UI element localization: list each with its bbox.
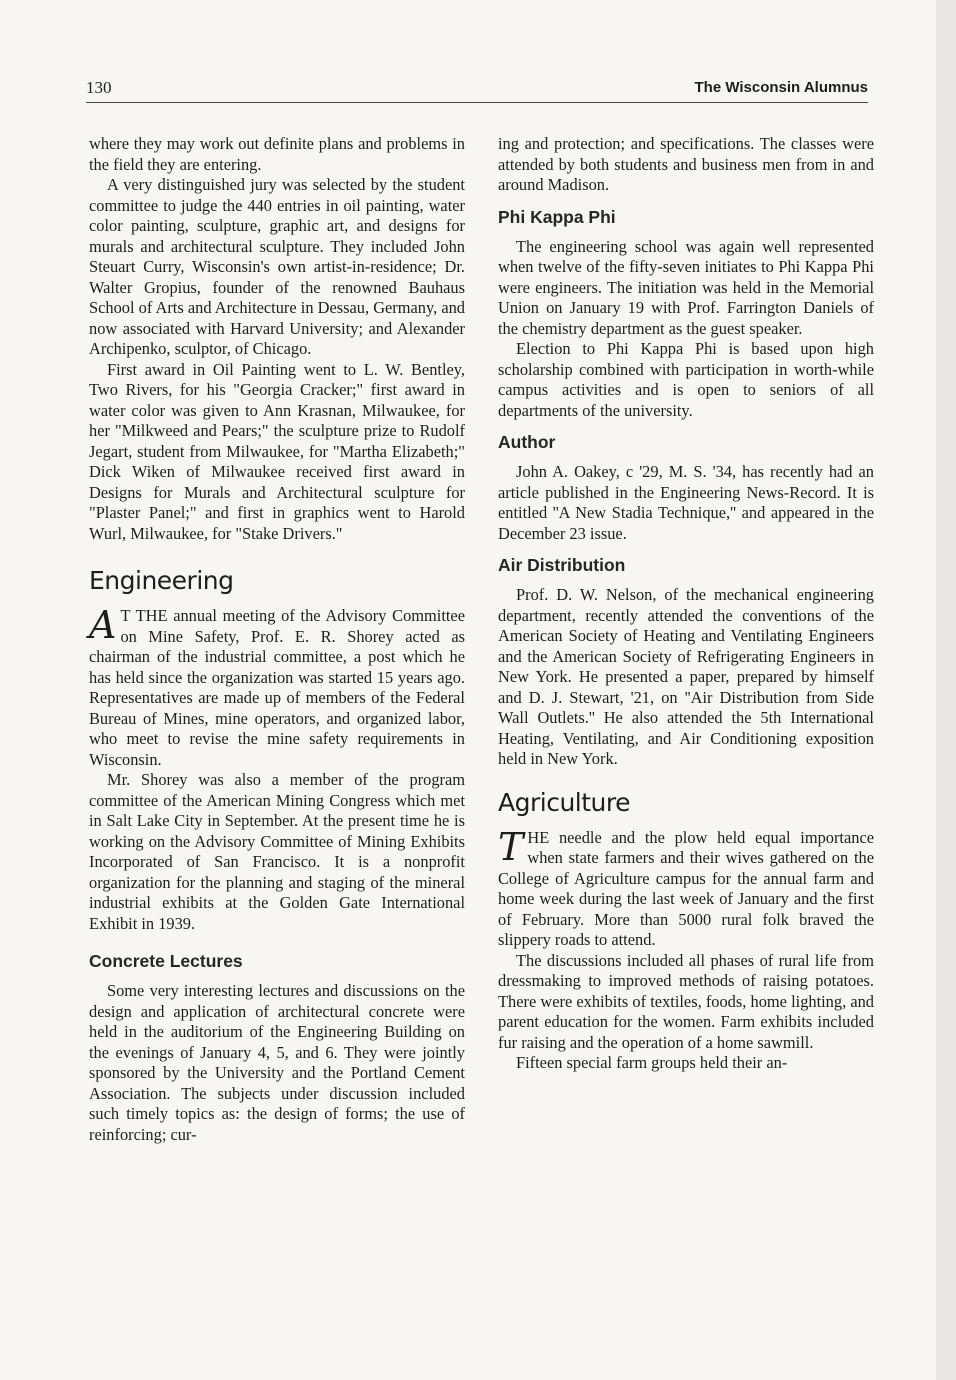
paragraph: First award in Oil Painting went to L. W. Bentley, Two Rivers, for his "Georgia Cracker;" first award in water color was given to Ann Krasnan, Milwaukee, for her "Milkweed and Pears;" the sculpture prize to Rudolf Jegart, student from Milwaukee, for "Martha Elizabeth;" Dick Wiken of Milwaukee received first award in Designs for Murals and Architectural sculpture for "Plaster Panel;" and first in graphics went to Harold Wurl, Milwaukee, for "Stake Drivers." — [89, 359, 465, 543]
section-heading-engineering: Engineering — [89, 566, 234, 595]
paragraph: Fifteen special farm groups held their an- — [516, 1053, 788, 1072]
page-number: 130 — [86, 78, 112, 97]
subheading-air-distribution: Air Distribution — [498, 555, 626, 575]
left-column — [89, 134, 465, 1145]
magazine-title: The Wisconsin Alumnus — [694, 79, 868, 96]
paragraph-text: annual meeting of the Advisory Committee on Mine Safety, Prof. E. R. Shorey acted as chairman of the industrial committee, a post which he has held since the organization was started 15 years ago. Representatives are made up of members of the Federal Bureau of Mines, mine operators, and organized labor, who meet to revise the mine safety requirements in Wisconsin. — [89, 606, 465, 769]
running-header — [86, 78, 868, 103]
paragraph: A very distinguished jury was selected by the student committee to judge the 440 entries in oil painting, water color painting, sculpture, graphic art, and designs for murals and architectural sculpture. They included John Steuart Curry, Wisconsin's own artist-in-residence; Dr. Walter Gropius, founder of the renowned Bauhaus School of Arts and Architecture in Dessau, Germany, and now associated with Harvard University; and Alexander Archipenko, sculptor, of Chicago. — [89, 175, 465, 358]
lead-in: T THE — [120, 606, 168, 625]
drop-cap: A — [89, 603, 117, 647]
lead-in: HE — [527, 827, 550, 847]
subheading-concrete-lectures: Concrete Lectures — [89, 951, 243, 971]
paragraph: Prof. D. W. Nelson, of the mechanical engineering department, recently attended the conventions of the American Society of Heating and Ventilating Engineers and the American Society of Refrigerating Engineers in New York. He presented a paper, prepared by himself and D. J. Stewart, '21, on ''Air Distribution from Side Wall Outlets.'' He also attended the 5th International Heating, Ventilating, and Air Conditioning exposition held in New York. — [498, 585, 874, 768]
paragraph-text: needle and the plow held equal importance when state farmers and their wives gathered on the College of Agriculture campus for the annual farm and home week during the last week of January and the first of February. More than 5000 rural folk braved the slippery roads to attend. — [498, 827, 874, 949]
page-edge — [936, 0, 956, 1380]
paragraph — [498, 824, 874, 951]
paragraph: where they may work out definite plans and problems in the field they are entering. — [89, 134, 465, 174]
paragraph — [89, 603, 465, 770]
subheading-author: Author — [498, 432, 556, 452]
paragraph: Mr. Shorey was also a member of the program committee of the American Mining Congress which met in Salt Lake City in September. At the present time he is working on the Advisory Committee of Mining Exhibits Incorporated of San Francisco. It is a nonprofit organization for the planning and staging of the mineral industrial exhibits at the Golden Gate International Exhibit in 1939. — [89, 770, 465, 933]
paragraph: The engineering school was again well represented when twelve of the fifty-seven initiates to Phi Kappa Phi were engineers. The initiation was held in the Memorial Union on January 19 with Prof. Farrington Daniels of the chemistry department as the guest speaker. — [498, 236, 874, 338]
paragraph: Some very interesting lectures and discussions on the design and application of architectural concrete were held in the auditorium of the Engineering Building on the evenings of January 4, 5, and 6. They were jointly sponsored by the University and the Portland Cement Association. The subjects under discussion included such timely topics as: the design of forms; the use of reinforcing; cur- — [89, 981, 465, 1144]
paragraph: John A. Oakey, c '29, M. S. '34, has recently had an article published in the Engineering News-Record. It is entitled ''A New Stadia Technique,'' and appeared in the December 23 issue. — [498, 462, 874, 543]
paragraph: The discussions included all phases of rural life from dressmaking to improved methods of raising potatoes. There were exhibits of textiles, foods, home lighting, and parent education for the women. Farm exhibits included fur raising and the operation of a home sawmill. — [498, 950, 874, 1052]
paragraph: Election to Phi Kappa Phi is based upon high scholarship combined with participation in worth-while campus activities and is open to seniors of all departments of the university. — [498, 339, 874, 420]
subheading-phi-kappa-phi: Phi Kappa Phi — [498, 206, 616, 227]
drop-cap: T — [498, 824, 524, 869]
right-column — [498, 134, 874, 1074]
section-heading-agriculture: Agriculture — [498, 787, 630, 817]
paragraph: ing and protection; and specifications. The classes were attended by both students and business men from in and around Madison. — [498, 134, 874, 194]
